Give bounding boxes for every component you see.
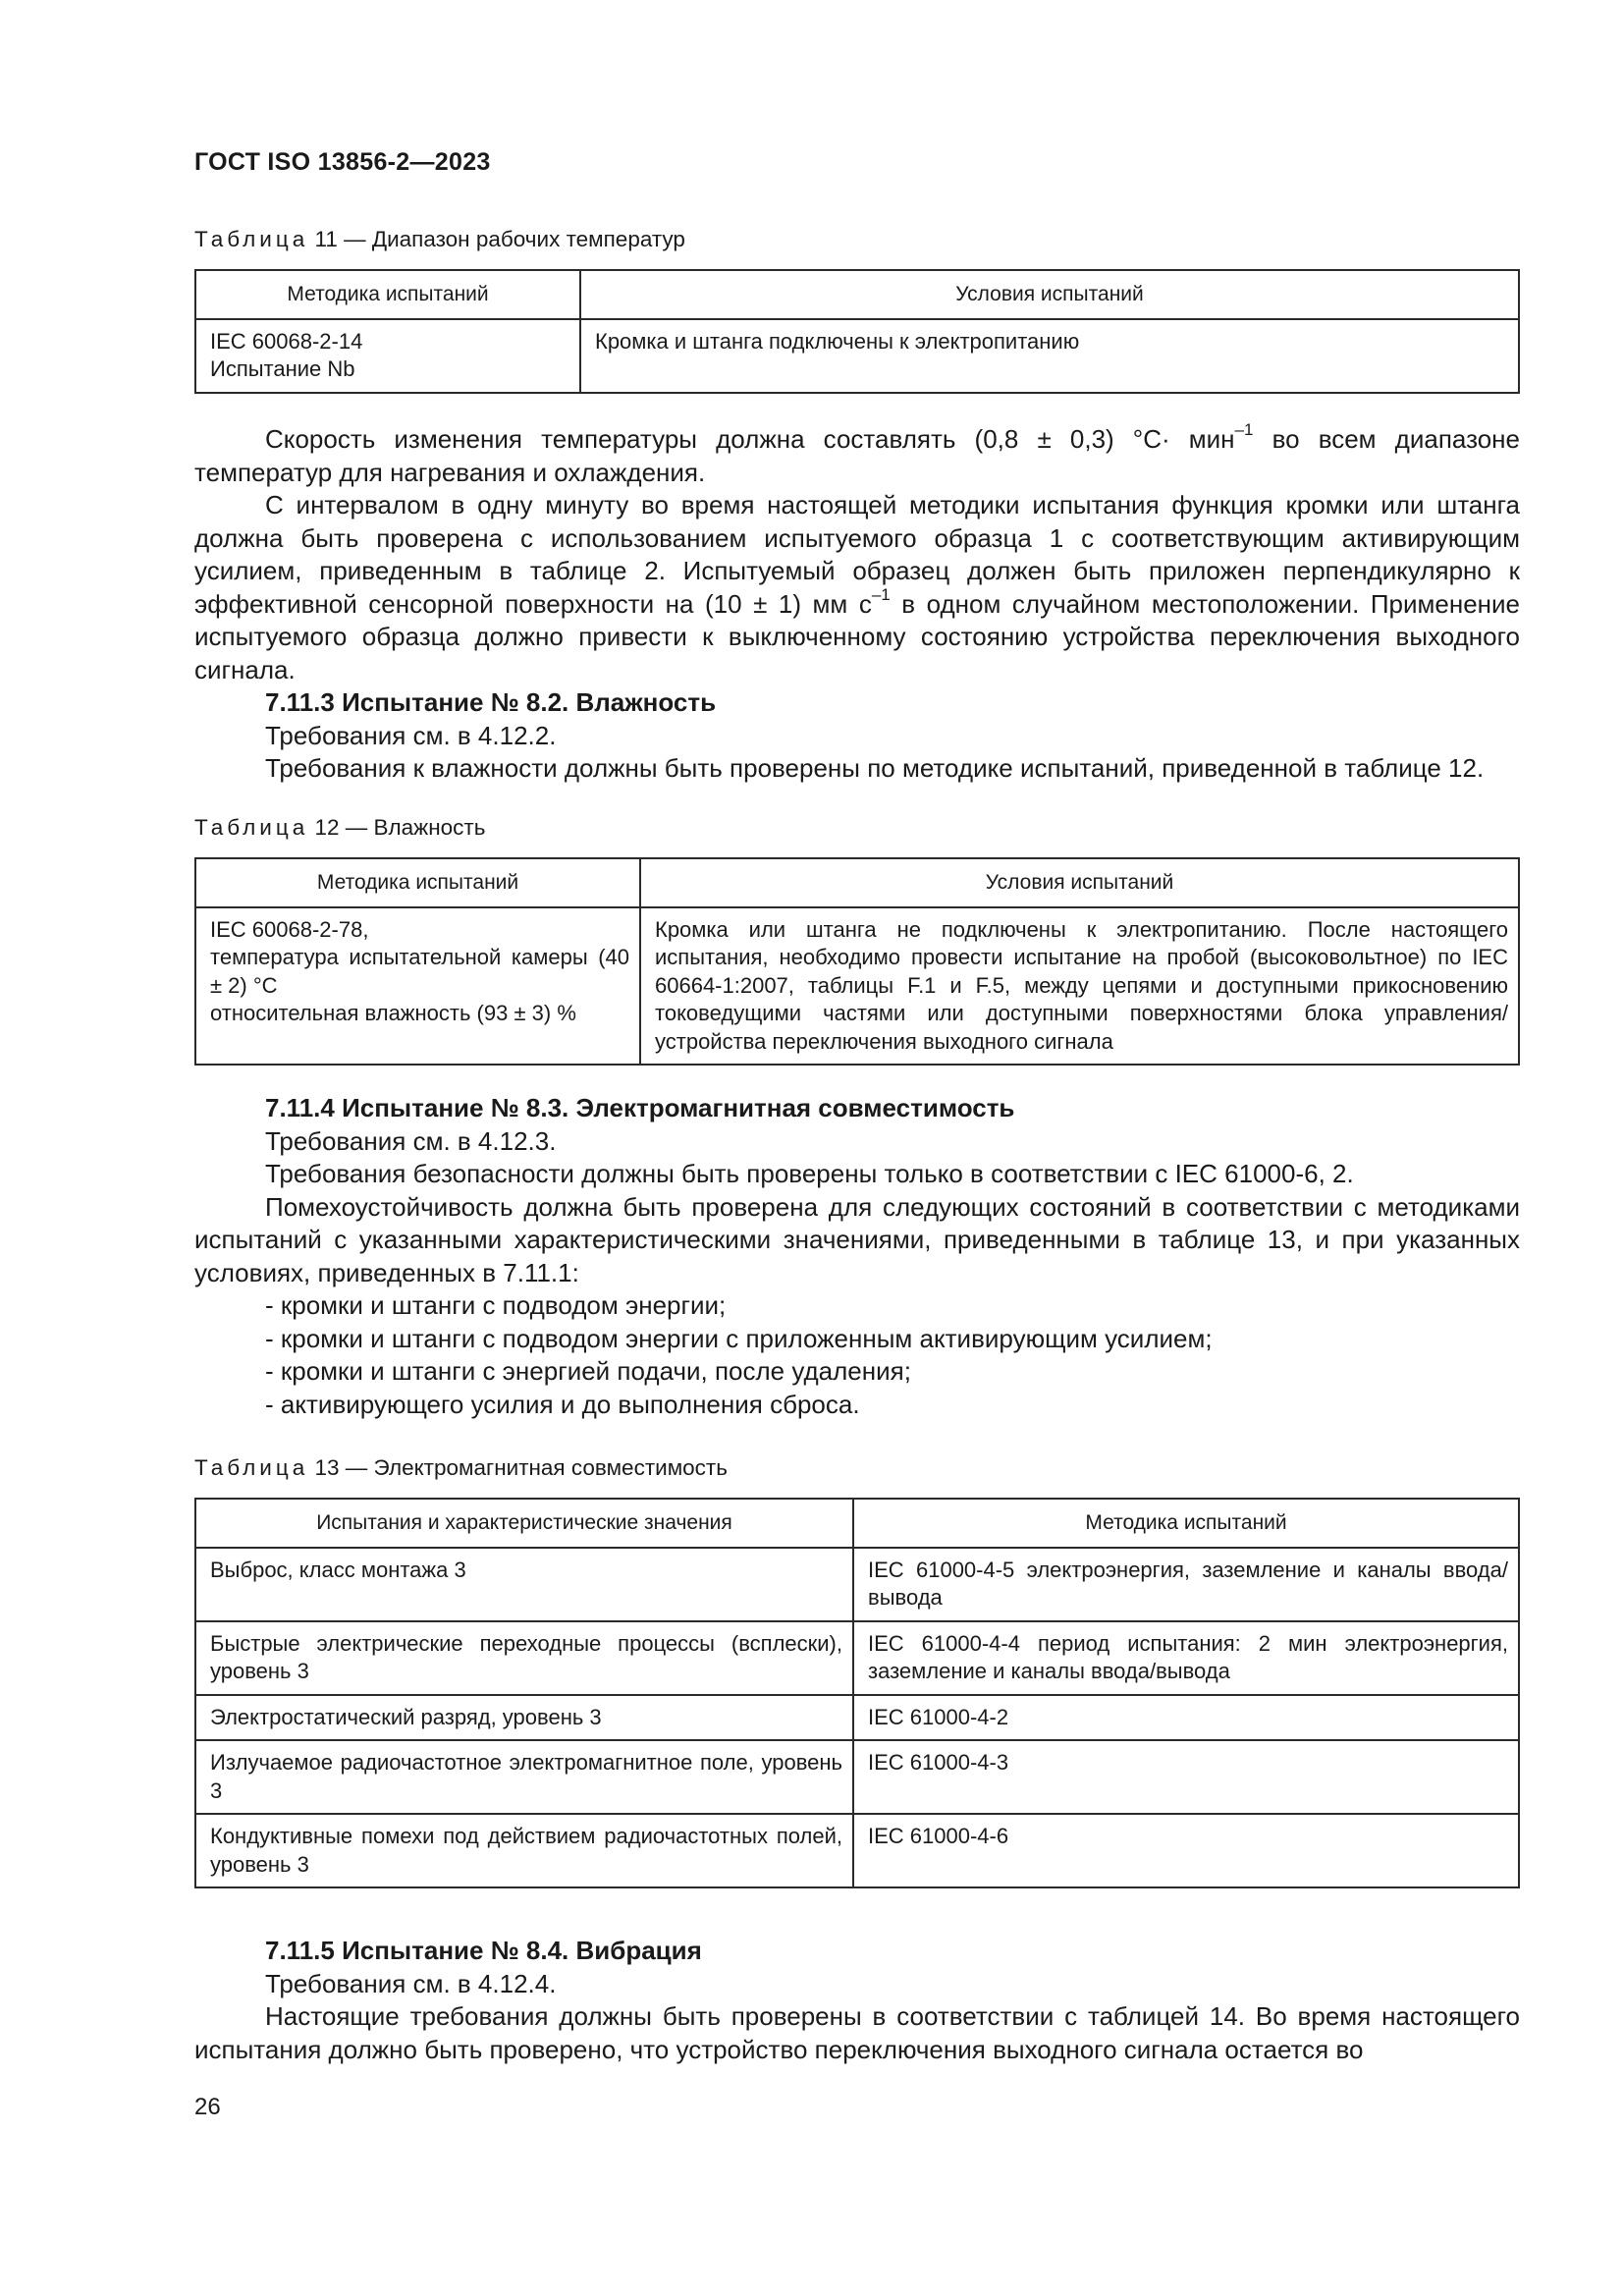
table-11-method-cell xyxy=(195,319,580,393)
table-12-caption xyxy=(194,814,485,842)
immunity-text: Помехоустойчивость должна быть проверена для следующих состояний в соответствии с методиками испытаний с указанными характеристическими значениями, приведенными в таблице 13, и при указанных условиях, приведенных в 7.11.1: xyxy=(194,1191,1520,1287)
table-13-test-cell: Кондуктивные помехи под действием радиочастотных полей, уровень 3 xyxy=(195,1814,853,1887)
section-heading-7-11-3: 7.11.3 Испытание № 8.2. Влажность xyxy=(265,687,717,717)
body-block-1 xyxy=(194,420,1520,786)
table-12-method-cell xyxy=(195,907,640,1066)
document-header: ГОСТ ISO 13856-2—2023 xyxy=(194,148,491,176)
table-12-caption-title: 12 — Влажность xyxy=(308,815,486,840)
table-13-caption-word: Таблица xyxy=(194,1455,309,1480)
section-heading-7-11-5: 7.11.5 Испытание № 8.4. Вибрация xyxy=(265,1936,702,1965)
table-11 xyxy=(194,269,1520,394)
safety-text: Требования безопасности должны быть проверены только в соответствии с IEC 61000-6, 2. xyxy=(265,1159,1354,1188)
paragraph-text: в одном случайном местоположении. Применение испытуемого образца должно привести к выключенному состоянию устройства переключения выходного сигнала. xyxy=(194,588,1520,684)
paragraph-temperature-rate xyxy=(194,420,1520,489)
table-11-caption-title: 11 — Диапазон рабочих температур xyxy=(308,227,685,251)
requirements-ref-7-11-3: Требования см. в 4.12.2. xyxy=(265,720,557,750)
table-row xyxy=(195,1548,1519,1621)
table-12-caption-word: Таблица xyxy=(194,815,309,840)
table-12-method-line3: относительная влажность (93 ± 3) % xyxy=(210,1001,576,1025)
superscript: –1 xyxy=(871,584,891,604)
requirements-ref-7-11-4: Требования см. в 4.12.3. xyxy=(265,1125,557,1156)
table-row xyxy=(195,1695,1519,1741)
section-heading-7-11-4: 7.11.4 Испытание № 8.3. Электромагнитная совместимость xyxy=(265,1093,1015,1122)
paragraph-text: С интервалом в одну минуту во время настоящей методики испытания функция кромки или штанга должна быть проверена с использованием испытуемого образца 1 с соответствующим активирующим усилием, приведенным в таблице 2. Испытуемый образец должен быть приложен перпендикулярно к эффективной сенсорной поверхности на (10 ± 1) мм с xyxy=(194,490,1520,619)
paragraph-interval xyxy=(194,489,1520,686)
table-row xyxy=(195,907,1519,1066)
table-13 xyxy=(194,1498,1520,1888)
table-13-method-cell: IEC 61000-4-5 электроэнергия, заземление и каналы ввода/вывода xyxy=(853,1548,1519,1621)
body-block-2 xyxy=(194,1092,1520,1421)
body-block-3 xyxy=(194,1935,1520,2066)
superscript: –1 xyxy=(1234,420,1254,440)
humidity-text: Требования к влажности должны быть проверены по методике испытаний, приведенной в таблице 12. xyxy=(265,753,1485,783)
list-item: - активирующего усилия и до выполнения сброса. xyxy=(265,1389,860,1419)
table-12-method-line2: температура испытательной камеры (40 ± 2) °С xyxy=(210,945,629,998)
paragraph-text: Скорость изменения температуры должна составлять (0,8 ± 0,3) °С· мин xyxy=(265,424,1235,454)
vibration-text: Настоящие требования должны быть проверены в соответствии с таблицей 14. Во время настоящего испытания должно быть проверено, что устройство переключения выходного сигнала остается во xyxy=(194,2001,1520,2064)
table-12 xyxy=(194,857,1520,1066)
table-row xyxy=(195,1621,1519,1695)
table-12-conditions-cell: Кромка или штанга не подключены к электропитанию. После настоящего испытания, необходимо провести испытание на пробой (высоковольтное) по IEC 60664-1:2007, таблицы F.1 и F.5, между цепями и доступными прикосновению токоведущими частями или доступными поверхностями блока управления/устройства переключения выходного сигнала xyxy=(640,907,1519,1066)
list-item: - кромки и штанги с энергией подачи, после удаления; xyxy=(265,1356,911,1386)
table-11-caption xyxy=(194,226,685,253)
table-12-header-method: Методика испытаний xyxy=(195,858,640,907)
table-row xyxy=(195,1740,1519,1814)
list-item: - кромки и штанги с подводом энергии; xyxy=(265,1290,727,1320)
table-13-method-cell: IEC 61000-4-6 xyxy=(853,1814,1519,1887)
table-13-test-cell: Быстрые электрические переходные процессы (всплески), уровень 3 xyxy=(195,1621,853,1695)
table-13-test-cell: Излучаемое радиочастотное электромагнитное поле, уровень 3 xyxy=(195,1740,853,1814)
table-12-method-line1: IEC 60068-2-78, xyxy=(210,916,369,942)
table-11-method-line2: Испытание Nb xyxy=(210,356,355,381)
list-item: - кромки и штанги с подводом энергии с приложенным активирующим усилием; xyxy=(265,1323,1213,1353)
table-11-caption-word: Таблица xyxy=(194,227,309,251)
table-11-header-conditions: Условия испытаний xyxy=(580,270,1519,319)
table-13-method-cell: IEC 61000-4-2 xyxy=(853,1695,1519,1741)
paragraph-text: во всем диапазоне температур для нагревания и охлаждения. xyxy=(194,424,1520,487)
table-row xyxy=(195,1814,1519,1887)
table-11-conditions-cell: Кромка и штанга подключены к электропитанию xyxy=(580,319,1519,393)
table-13-test-cell: Электростатический разряд, уровень 3 xyxy=(195,1695,853,1741)
table-row xyxy=(195,319,1519,393)
table-13-caption-title: 13 — Электромагнитная совместимость xyxy=(308,1455,728,1480)
table-11-method-line1: IEC 60068-2-14 xyxy=(210,328,363,354)
table-13-header-method: Методика испытаний xyxy=(853,1499,1519,1548)
page-number: 26 xyxy=(194,2094,221,2120)
table-11-header-method: Методика испытаний xyxy=(195,270,580,319)
table-12-header-conditions: Условия испытаний xyxy=(640,858,1519,907)
table-13-header-test: Испытания и характеристические значения xyxy=(195,1499,853,1548)
table-13-caption xyxy=(194,1454,728,1482)
table-13-method-cell: IEC 61000-4-3 xyxy=(853,1740,1519,1814)
requirements-ref-7-11-5: Требования см. в 4.12.4. xyxy=(265,1968,557,1998)
table-13-method-cell: IEC 61000-4-4 период испытания: 2 мин электроэнергия, заземление и каналы ввода/вывода xyxy=(853,1621,1519,1695)
table-13-test-cell: Выброс, класс монтажа 3 xyxy=(195,1548,853,1621)
